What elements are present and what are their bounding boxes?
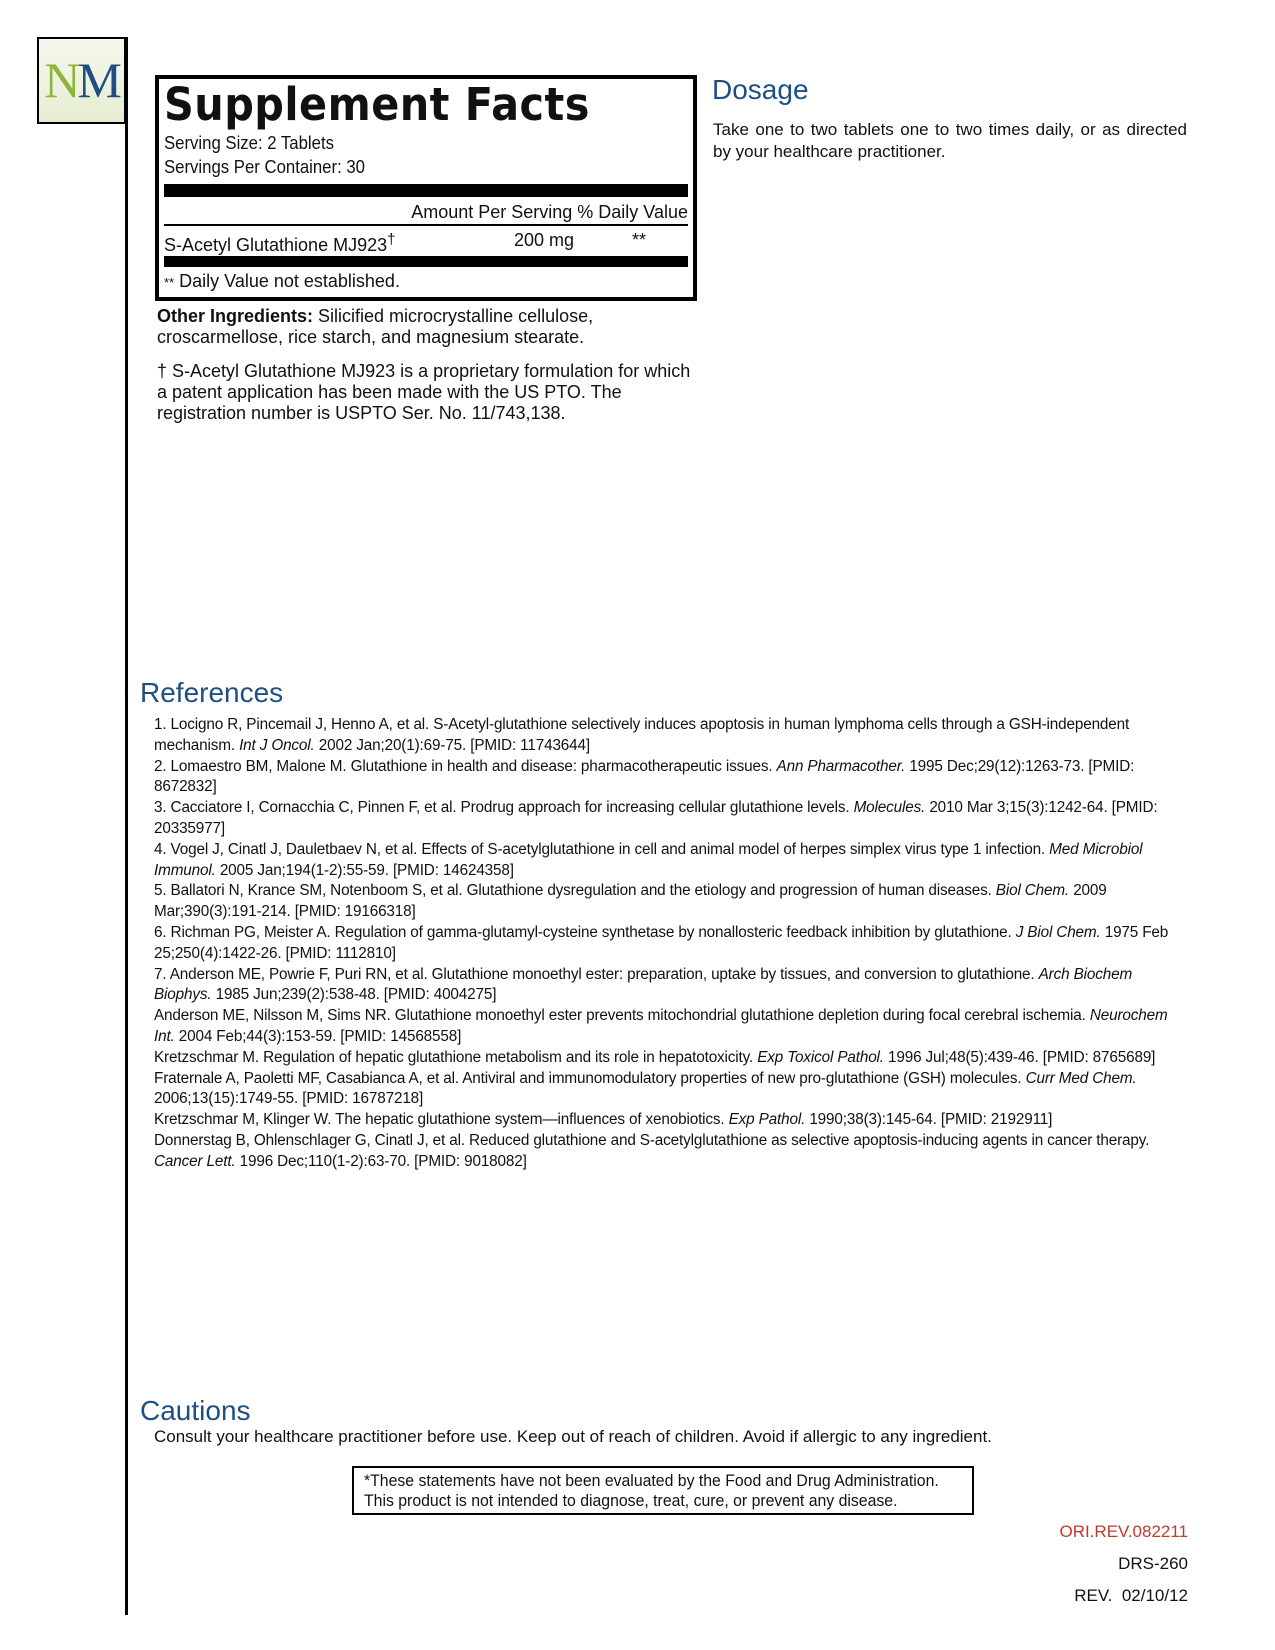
reference-item: 4. Vogel J, Cinatl J, Dauletbaev N, et al. Effects of S-acetylglutathione in cell and animal model of herpes simplex virus type 1 infection. Med Microbiol Immunol. 2005 Jan;194(1-2):55-59. [PMID: 14624358] [154, 840, 1143, 879]
reference-item: Donnerstag B, Ohlenschlager G, Cinatl J, et al. Reduced glutathione and S-acetylglutathione as selective apoptosis-inducing agents in cancer therapy. Cancer Lett. 1996 Dec;110(1-2):63-70. [PMID: 9018082] [154, 1131, 1150, 1170]
serving-size: Serving Size: 2 Tablets [164, 133, 334, 153]
reference-item: Fraternale A, Paoletti MF, Casabianca A, et al. Antiviral and immunomodulatory properties of new pro-glutathione (GSH) molecules. Curr Med Chem. 2006;13(15):1749-55. [PMID: 16787218] [154, 1069, 1137, 1108]
ingredient-row [164, 226, 688, 254]
reference-item: Kretzschmar M. Regulation of hepatic glutathione metabolism and its role in hepatotoxicity. Exp Toxicol Pathol. 1996 Jul;48(5):439-46. [PMID: 8765689] [154, 1048, 1156, 1066]
dagger-mark: † [387, 231, 396, 248]
facts-title: Supplement Facts [164, 78, 590, 131]
original-revision: ORI.REV.082211 [1059, 1522, 1188, 1541]
reference-item: 3. Cacciatore I, Cornacchia C, Pinnen F, et al. Prodrug approach for increasing cellular glutathione levels. Molecules. 2010 Mar 3;15(3):1242-64. [PMID: 20335977] [154, 799, 1158, 837]
reference-item: Kretzschmar M, Klinger W. The hepatic glutathione system—influences of xenobiotics. Exp Pathol. 1990;38(3):145-64. [PMID: 2192911] [154, 1111, 1053, 1129]
dosage-text: Take one to two tablets one to two times daily, or as directed by your healthcare practitioner. [713, 120, 1187, 161]
ingredient-amount: 200 mg [514, 230, 575, 250]
reference-item: 2. Lomaestro BM, Malone M. Glutathione in health and disease: pharmacotherapeutic issues. Ann Pharmacother. 1995 Dec;29(12):1263-73. [PMID: 8672832] [154, 757, 1135, 796]
reference-item: 7. Anderson ME, Powrie F, Puri RN, et al. Glutathione monoethyl ester: preparation, uptake by tissues, and conversion to glutathione. Arch Biochem Biophys. 1985 Jun;239(2):538-48. [PMID: 4004275] [154, 965, 1133, 1004]
amount-header: Amount Per Serving [411, 202, 573, 222]
references-list [154, 715, 1188, 1173]
facts-column-header [164, 200, 688, 224]
daily-value-header: % Daily Value [577, 202, 688, 222]
reference-item: 6. Richman PG, Meister A. Regulation of gamma-glutamyl-cysteine synthetase by nonallosteric feedback inhibition by glutathione. J Biol Chem. 1975 Feb 25;250(4):1422-26. [PMID: 1112810] [154, 923, 1169, 962]
reference-item: 5. Ballatori N, Krance SM, Notenboom S, et al. Glutathione dysregulation and the etiology and progression of human diseases. Biol Chem. 2009 Mar;390(3):191-214. [PMID: 19166318] [154, 882, 1107, 921]
supplement-facts-panel [155, 75, 697, 301]
cautions-heading: Cautions [140, 1395, 251, 1426]
cautions-text: Consult your healthcare practitioner before use. Keep out of reach of children. Avoid if allergic to any ingredient. [154, 1427, 992, 1446]
fda-line-2: This product is not intended to diagnose, treat, cure, or prevent any disease. [364, 1491, 898, 1510]
nm-logo: NM [37, 37, 126, 124]
reference-item: Anderson ME, Nilsson M, Sims NR. Glutathione monoethyl ester prevents mitochondrial glutathione depletion during focal cerebral ischemia. Neurochem Int. 2004 Feb;44(3):153-59. [PMID: 14568558] [154, 1007, 1168, 1045]
medium-rule [164, 256, 688, 267]
document-code: DRS-260 [1118, 1554, 1188, 1573]
revision-date: REV. 02/10/12 [1074, 1586, 1188, 1605]
other-ingredients-text: Silicified microcrystalline cellulose, croscarmellose, rice starch, and magnesium stearate. [157, 306, 594, 347]
dosage-heading: Dosage [712, 74, 809, 105]
fda-disclaimer [352, 1466, 974, 1515]
daily-value-note: ** Daily Value not established. [164, 271, 400, 291]
ingredient-name: S-Acetyl Glutathione MJ923† [164, 231, 396, 255]
other-ingredients-label: Other Ingredients: [157, 306, 314, 326]
references-heading: References [140, 677, 284, 708]
fda-line-1: *These statements have not been evaluated by the Food and Drug Administration. [364, 1471, 939, 1490]
asterisk-mark: ** [164, 275, 175, 290]
servings-per-container: Servings Per Container: 30 [164, 157, 365, 177]
patent-note: † S-Acetyl Glutathione MJ923 is a proprietary formulation for which a patent application has been made with the US PTO. The registration number is USPTO Ser. No. 11/743,138. [157, 361, 691, 423]
other-ingredients [157, 306, 702, 348]
reference-item: 1. Locigno R, Pincemail J, Henno A, et al. S-Acetyl-glutathione selectively induces apoptosis in human lymphoma cells through a GSH-independent mechanism. Int J Oncol. 2002 Jan;20(1):69-75. [PMID: 11743644] [154, 716, 1130, 754]
margin-rule [125, 37, 128, 1615]
thick-rule [164, 184, 688, 197]
ingredient-daily-value: ** [632, 230, 647, 250]
